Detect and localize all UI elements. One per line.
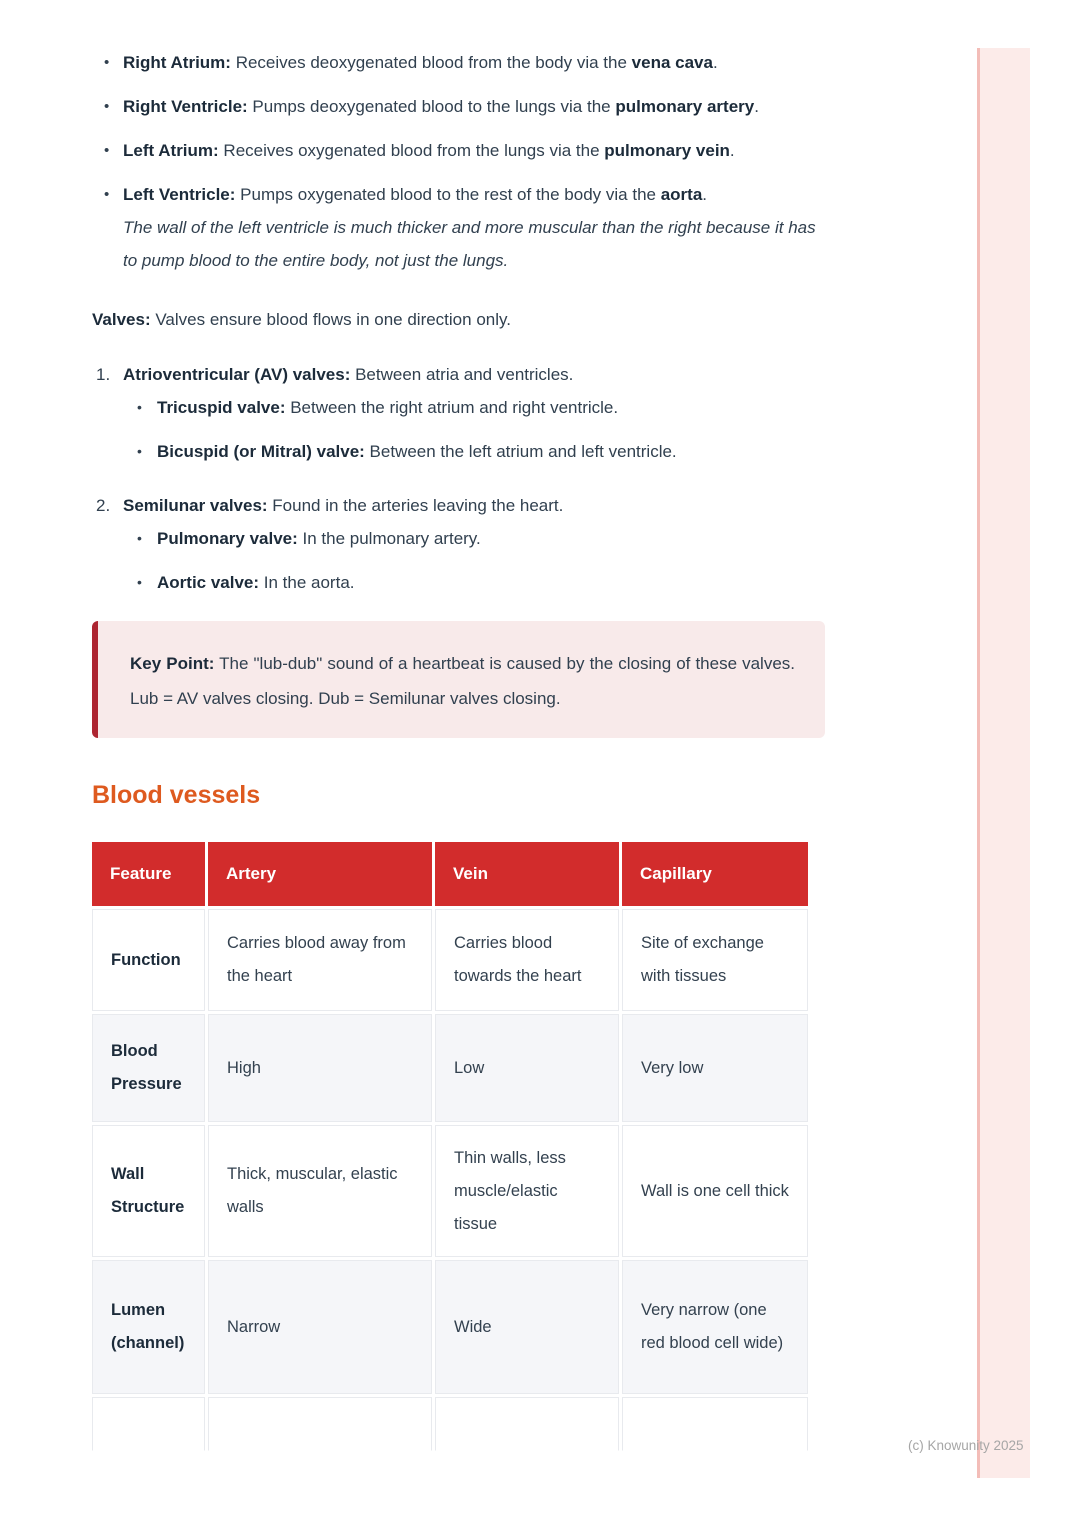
page-section-heading: Blood vessels: [92, 781, 261, 809]
table-cell: Carries blood away from the heart: [208, 909, 432, 1011]
table-cell: Carries blood towards the heart: [435, 909, 619, 1011]
table-cell: Wall is one cell thick: [622, 1125, 808, 1257]
table-cell: Thin walls, less muscle/elastic tissue: [435, 1125, 619, 1257]
valve-type-label: Semilunar valves:: [123, 496, 268, 515]
chamber-term: pulmonary artery: [615, 97, 755, 116]
keypoint-text: The "lub-dub" sound of a heartbeat is caused by the closing of these valves. Lub = AV valves closing. Dub = Semilunar valves closing.: [130, 654, 796, 708]
valves-intro: Valves: Valves ensure blood flows in one direction only.: [92, 310, 511, 329]
column-header-artery: Artery: [208, 842, 432, 906]
table-cell: Site of exchange with tissues: [622, 909, 808, 1011]
list-number: 2.: [96, 496, 111, 515]
table-cell: [208, 1397, 432, 1451]
table-cell: Wide: [435, 1260, 619, 1394]
table-row-cutoff: [92, 1397, 808, 1451]
table-cell: Low: [435, 1014, 619, 1122]
chamber-label: Right Atrium:: [123, 53, 231, 72]
valve-type-label: Atrioventricular (AV) valves:: [123, 365, 351, 384]
row-label: Lumen (channel): [92, 1260, 205, 1394]
valve-label: Tricuspid valve:: [157, 398, 286, 417]
keypoint-callout: [92, 621, 825, 738]
table-header-row: [92, 842, 808, 906]
row-label: Function: [92, 909, 205, 1011]
table-cell: High: [208, 1014, 432, 1122]
chamber-label: Right Ventricle:: [123, 97, 248, 116]
chamber-text: Pumps oxygenated blood to the rest of the body via the: [235, 185, 661, 204]
chamber-text: Receives deoxygenated blood from the body via the: [230, 53, 632, 72]
row-label: Wall Structure: [92, 1125, 205, 1257]
list-item-right-ventricle: • Right Ventricle: Pumps deoxygenated blood to the lungs via the pulmonary artery.: [92, 90, 825, 123]
table-cell: Very narrow (one red blood cell wide): [622, 1260, 808, 1394]
page-edge-stripe: [977, 48, 1030, 1478]
chamber-text: Receives oxygenated blood from the lungs via the: [218, 141, 605, 160]
list-item-aortic-valve: • Aortic valve: In the aorta.: [157, 566, 825, 599]
list-item-bicuspid: • Bicuspid (or Mitral) valve: Between the left atrium and left ventricle.: [157, 435, 825, 468]
keypoint-label: Key Point:: [130, 654, 215, 673]
heart-chambers-list: [92, 46, 825, 277]
column-header-feature: Feature: [92, 842, 205, 906]
chamber-term: aorta: [660, 185, 703, 204]
valve-label: Pulmonary valve:: [157, 529, 298, 548]
valve-label: Bicuspid (or Mitral) valve:: [157, 442, 365, 461]
document-content: [92, 46, 825, 1454]
left-ventricle-note: The wall of the left ventricle is much thicker and more muscular than the right because it has to pump blood to the entire body, not just the lungs.: [123, 218, 816, 270]
semilunar-valves-sublist: [123, 522, 825, 599]
blood-vessels-table: [89, 839, 811, 1454]
copyright-watermark: (c) Knowunity 2025: [908, 1438, 1024, 1453]
valves-intro-label: Valves:: [92, 310, 151, 329]
row-label: Blood Pressure: [92, 1014, 205, 1122]
table-row-blood-pressure: [92, 1014, 808, 1122]
chamber-label: Left Ventricle:: [123, 185, 236, 204]
table-cell: [622, 1397, 808, 1451]
list-number: 1.: [96, 365, 111, 384]
column-header-capillary: Capillary: [622, 842, 808, 906]
list-item-semilunar-valves: 2. Semilunar valves: Found in the arteries leaving the heart. • Pulmonary valve: In the pulmonary artery. • Aortic valve: In the aorta.: [92, 489, 825, 599]
table-cell: Very low: [622, 1014, 808, 1122]
table-row-lumen: [92, 1260, 808, 1394]
list-item-pulmonary-valve: • Pulmonary valve: In the pulmonary artery.: [157, 522, 825, 555]
table-cell: Thick, muscular, elastic walls: [208, 1125, 432, 1257]
list-item-right-atrium: • Right Atrium: Receives deoxygenated blood from the body via the vena cava.: [92, 46, 825, 79]
table-cell: [435, 1397, 619, 1451]
list-item-left-ventricle: • Left Ventricle: Pumps oxygenated blood to the rest of the body via the aorta. The wall of the left ventricle is much thicker and more muscular than the right because it has to pump blood to the entire body, not just the lungs.: [92, 178, 825, 277]
table-row-function: [92, 909, 808, 1011]
av-valves-sublist: [123, 391, 825, 468]
row-label: [92, 1397, 205, 1451]
chamber-text: Pumps deoxygenated blood to the lungs via the: [247, 97, 616, 116]
chamber-term: vena cava: [631, 53, 713, 72]
list-item-tricuspid: • Tricuspid valve: Between the right atrium and right ventricle.: [157, 391, 825, 424]
valve-types-list: [92, 358, 825, 599]
table-cell: Narrow: [208, 1260, 432, 1394]
list-item-av-valves: 1. Atrioventricular (AV) valves: Between atria and ventricles. • Tricuspid valve: Between the right atrium and right ventricle. • Bicuspid (or Mitral) valve: Between the left atrium and left ventricle.: [92, 358, 825, 468]
chamber-term: pulmonary vein: [604, 141, 730, 160]
table-row-wall-structure: [92, 1125, 808, 1257]
list-item-left-atrium: • Left Atrium: Receives oxygenated blood from the lungs via the pulmonary vein.: [92, 134, 825, 167]
valve-label: Aortic valve:: [157, 573, 260, 592]
column-header-vein: Vein: [435, 842, 619, 906]
chamber-label: Left Atrium:: [123, 141, 219, 160]
